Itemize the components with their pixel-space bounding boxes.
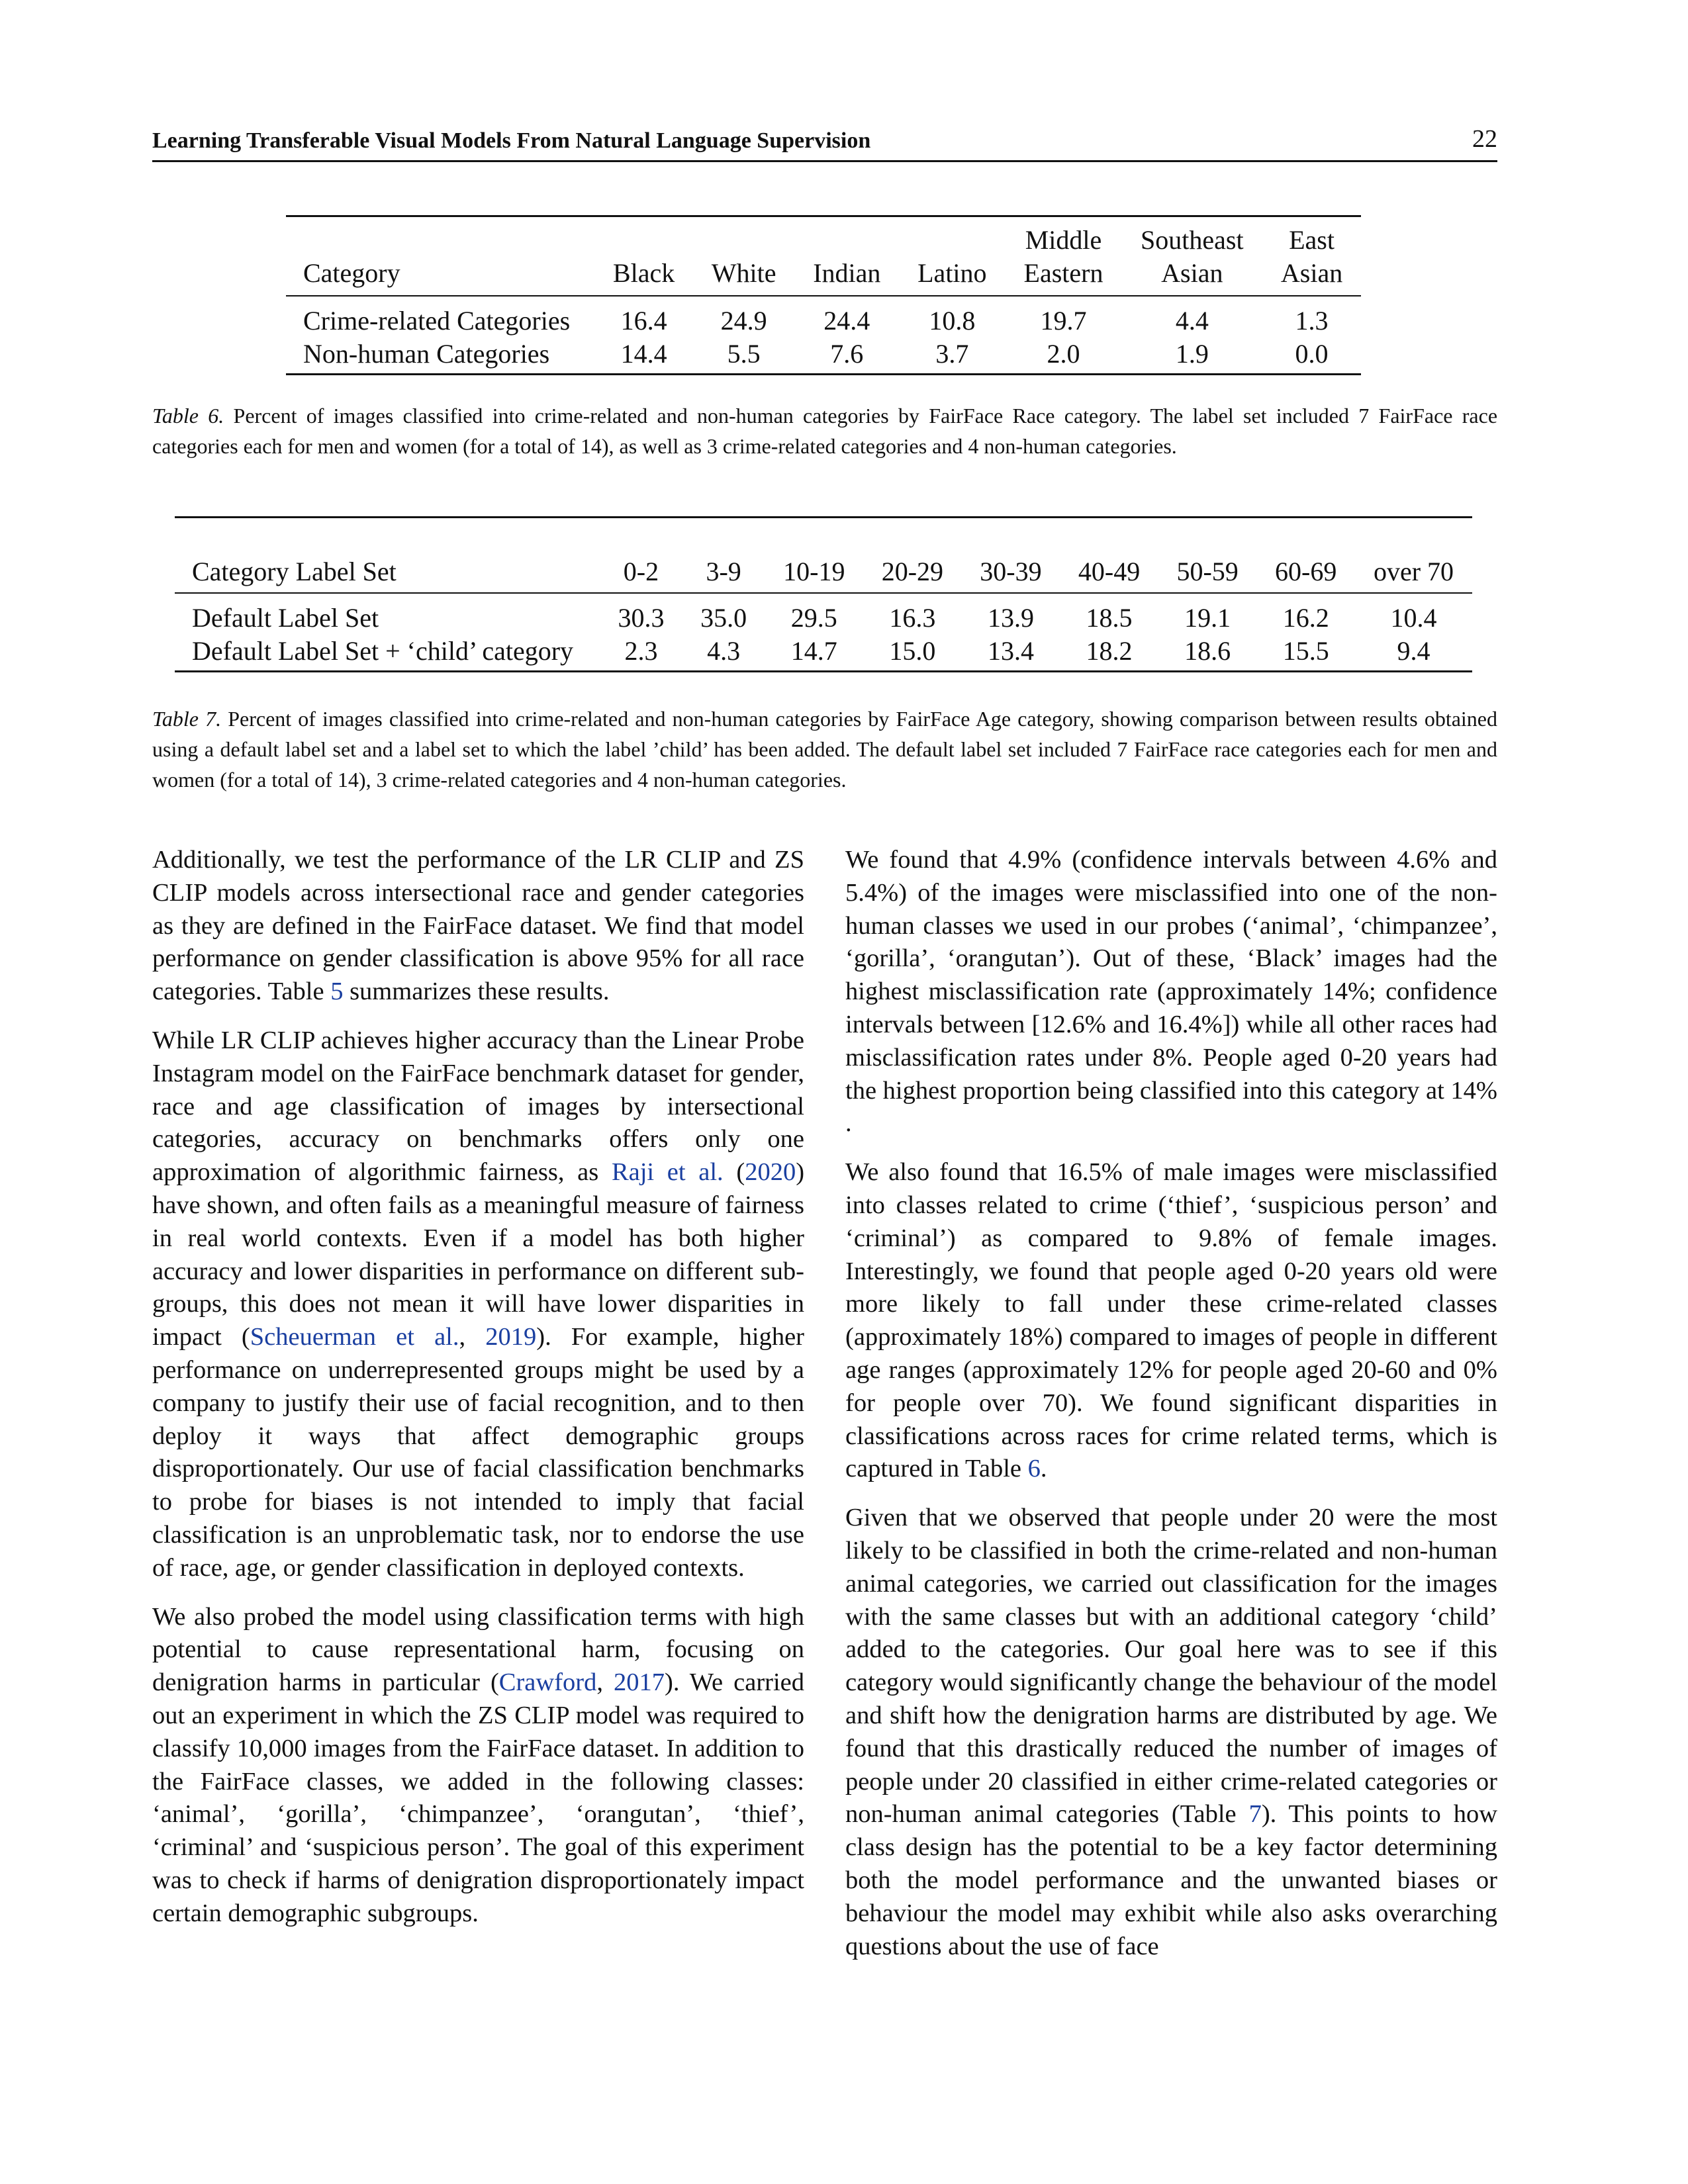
table-7-header-cell: 50-59: [1158, 518, 1257, 594]
table-row: [175, 593, 1472, 635]
table-6-header-cell: Eastern: [1005, 257, 1121, 296]
table-cell: Crime-related Categories: [303, 306, 571, 336]
table-cell: 10.4: [1390, 603, 1437, 633]
table-cell: 13.4: [987, 636, 1034, 666]
table-cell: 5.5: [727, 339, 761, 369]
table-cell: 19.1: [1184, 603, 1231, 633]
paragraph: [152, 1024, 804, 1585]
citation-link[interactable]: Scheuerman et al.: [250, 1323, 459, 1351]
text-run: ). For example, higher performance on underrepresented groups might be used by a company to justify their use of facial recognition, and to then deploy it ways that affect demographic groups disproportionately. Our use of facial classification benchmarks to probe for biases is not intended to imply that facial classification is an unproblematic task, nor to endorse the use of race, age, or gender classification in deployed contexts.: [152, 1323, 804, 1582]
table-cell: 15.5: [1282, 636, 1329, 666]
caption-label: Table 7.: [152, 707, 222, 731]
table-cell: 16.2: [1282, 603, 1329, 633]
table-row: [286, 338, 1361, 375]
table-7-header-cell: over 70: [1355, 518, 1472, 594]
table-7-header-cell: 60-69: [1256, 518, 1355, 594]
paragraph: [845, 1502, 1497, 1963]
caption-text: Percent of images classified into crime-related and non-human categories by FairFace Age category, showing comparison between results obtained using a default label set and a label set to which the label ’child’ has been added. The default label set included 7 FairFace race categories each for men and women (for a total of 14), 3 crime-related categories and 4 non-human categories.: [152, 707, 1498, 792]
citation-link[interactable]: Raji et al.: [611, 1158, 724, 1187]
table-cell: 18.5: [1086, 603, 1133, 633]
table-6-header-cell: Asian: [1262, 257, 1361, 296]
table-7-grid: [175, 516, 1472, 672]
table-7-header-row: [175, 518, 1472, 594]
table-cell: 24.9: [720, 306, 767, 336]
table-6-header-cell: [286, 216, 594, 257]
table-cell: 0.0: [1295, 339, 1329, 369]
table-cell: 16.4: [620, 306, 667, 336]
table-cell: 13.9: [987, 603, 1034, 633]
table-reference-link[interactable]: 6: [1027, 1455, 1041, 1483]
table-cell: 18.6: [1184, 636, 1231, 666]
table-cell: 15.0: [889, 636, 936, 666]
table-6-header-cell: [794, 216, 899, 257]
table-6-header-cell: [899, 216, 1005, 257]
table-cell: 4.4: [1175, 306, 1209, 336]
table-6-caption: [152, 400, 1497, 461]
table-cell: Non-human Categories: [303, 339, 550, 369]
citation-link[interactable]: 2017: [614, 1668, 665, 1697]
table-6-header-cell: Category: [286, 257, 594, 296]
text-run: ,: [459, 1323, 486, 1351]
paragraph: We found that 4.9% (confidence intervals between 4.6% and 5.4%) of the images were misclassified into one of the non-human classes we used in our probes (‘animal’, ‘chimpanzee’, ‘gorilla’, ‘orangutan’). Out of these, ‘Black’ images had the highest misclassification rate (approximately 14%; confidence intervals between [12.6% and 16.4%]) while all other races had misclassification rates under 8%. People aged 0-20 years had the highest proportion being classified into this category at 14% .: [845, 846, 1497, 1138]
paragraph: [152, 844, 804, 1009]
table-row: [175, 635, 1472, 672]
table-6-header-cell: Middle: [1025, 225, 1102, 255]
table-6-header-row: [286, 257, 1361, 296]
paragraph: [152, 1601, 804, 1931]
table-6-header-row-top: [286, 216, 1361, 257]
paragraph: [845, 1156, 1497, 1486]
table-6-header-cell: Latino: [899, 257, 1005, 296]
table-6-header-cell: [594, 216, 693, 257]
table-reference-link[interactable]: 7: [1248, 1800, 1262, 1829]
citation-link[interactable]: 2019: [485, 1323, 537, 1351]
table-cell: 14.7: [790, 636, 837, 666]
table-7-header-cell: 20-29: [863, 518, 962, 594]
table-6-header-cell: [693, 216, 794, 257]
table-cell: Default Label Set: [192, 603, 379, 633]
table-7-header-cell: 10-19: [765, 518, 864, 594]
table-cell: 1.9: [1175, 339, 1209, 369]
table-cell: 3.7: [935, 339, 969, 369]
left-column: [152, 844, 804, 1946]
table-cell: 14.4: [620, 339, 667, 369]
table-7-header-cell: Category Label Set: [175, 518, 600, 594]
table-6-header-cell: Indian: [794, 257, 899, 296]
right-column: [845, 844, 1497, 1979]
text-run: Additionally, we test the performance of the LR CLIP and ZS CLIP models across intersectional race and gender categories as they are defined in the FairFace dataset. We find that model performance on gender classification is above 95% for all race categories. Table: [152, 846, 804, 1006]
table-6-header-cell: White: [693, 257, 794, 296]
text-run: ). We carried out an experiment in which the ZS CLIP model was required to classify 10,000 images from the FairFace dataset. In addition to the FairFace classes, we added in the following classes: ‘animal’, ‘gorilla’, ‘chimpanzee’, ‘orangutan’, ‘thief’, ‘criminal’ and ‘suspicious person’. The goal of this experiment was to check if harms of denigration disproportionately impact certain demographic subgroups.: [152, 1668, 804, 1927]
table-reference-link[interactable]: 5: [330, 978, 344, 1006]
table-cell: 24.4: [823, 306, 870, 336]
table-6: [286, 215, 1361, 375]
table-cell: 30.3: [618, 603, 665, 633]
table-6-grid: [286, 215, 1361, 375]
table-cell: 9.4: [1397, 636, 1430, 666]
text-run: We also found that 16.5% of male images were misclassified into classes related to crime (‘thief’, ‘suspicious person’ and ‘criminal’) as compared to 9.8% of female images. Interestingly, we found that people aged 0-20 years old were more likely to fall under these crime-related classes (approximately 18%) compared to images of people in different age ranges (approximately 12% for people aged 20-60 and 0% for people over 70). We found significant disparities in classifications across races for crime related terms, which is captured in Table: [845, 1158, 1497, 1483]
text-run: We also probed the model using classification terms with high potential to cause representational harm, focusing on denigration harms in particular (: [152, 1602, 804, 1697]
text-run: ,: [596, 1668, 614, 1697]
table-6-header-cell: Asian: [1122, 257, 1263, 296]
table-cell: 2.0: [1047, 339, 1080, 369]
table-cell: 19.7: [1040, 306, 1087, 336]
table-7-caption: [152, 704, 1497, 795]
table-cell: Default Label Set + ‘child’ category: [192, 636, 574, 666]
table-7-header-cell: 40-49: [1060, 518, 1158, 594]
text-run: .: [1040, 1455, 1047, 1483]
table-cell: 16.3: [889, 603, 936, 633]
text-run: (: [723, 1158, 745, 1187]
text-run: While LR CLIP achieves higher accuracy than the Linear Probe Instagram model on the FairFace benchmark dataset for gender, race and age classification of images by intersectional categories, accuracy on benchmarks offers only one approximation of algorithmic fairness, as: [152, 1026, 804, 1187]
citation-link[interactable]: Crawford: [498, 1668, 597, 1697]
running-title: Learning Transferable Visual Models From Natural Language Supervision: [152, 128, 871, 153]
caption-label: Table 6.: [152, 404, 224, 428]
table-cell: 2.3: [624, 636, 658, 666]
table-7-header-cell: 0-2: [600, 518, 682, 594]
table-cell: 35.0: [700, 603, 747, 633]
table-7: [175, 516, 1472, 672]
citation-link[interactable]: 2020: [745, 1158, 796, 1187]
table-6-header-cell: Black: [594, 257, 693, 296]
table-7-header-cell: 30-39: [962, 518, 1060, 594]
table-6-header-cell: Southeast: [1141, 225, 1244, 255]
running-header: [152, 124, 1497, 162]
table-7-header-cell: 3-9: [682, 518, 765, 594]
text-run: ). This points to how class design has the potential to be a key factor determining both the model performance and the unwanted biases or behaviour the model may exhibit while also asks overarching questions about the use of face: [845, 1800, 1497, 1960]
text-run: ) have shown, and often fails as a meaningful measure of fairness in real world contexts. Even if a model has both higher accuracy and lower disparities in performance on different sub-groups, this does not mean it will have lower disparities in impact (: [152, 1158, 805, 1351]
caption-text: Percent of images classified into crime-related and non-human categories by FairFace Race category. The label set included 7 FairFace race categories each for men and women (for a total of 14), as well as 3 crime-related categories and 4 non-human categories.: [152, 404, 1498, 458]
table-row: [286, 296, 1361, 338]
table-cell: 18.2: [1086, 636, 1133, 666]
table-cell: 29.5: [790, 603, 837, 633]
table-6-header-cell: East: [1289, 225, 1335, 255]
table-cell: 1.3: [1295, 306, 1329, 336]
text-run: Given that we observed that people under 20 were the most likely to be classified in both the crime-related and non-human animal categories, we carried out classification for the images with the same classes but with an additional category ‘child’ added to the categories. Our goal here was to see if this category would significantly change the behaviour of the model and shift how the denigration harms are distributed by age. We found that this drastically reduced the number of images of people under 20 classified in either crime-related categories or non-human animal categories (Table: [845, 1504, 1497, 1829]
table-cell: 4.3: [707, 636, 741, 666]
table-cell: 7.6: [830, 339, 864, 369]
text-run: summarizes these results.: [343, 978, 610, 1006]
page-number: 22: [1472, 125, 1497, 153]
table-cell: 10.8: [929, 306, 976, 336]
